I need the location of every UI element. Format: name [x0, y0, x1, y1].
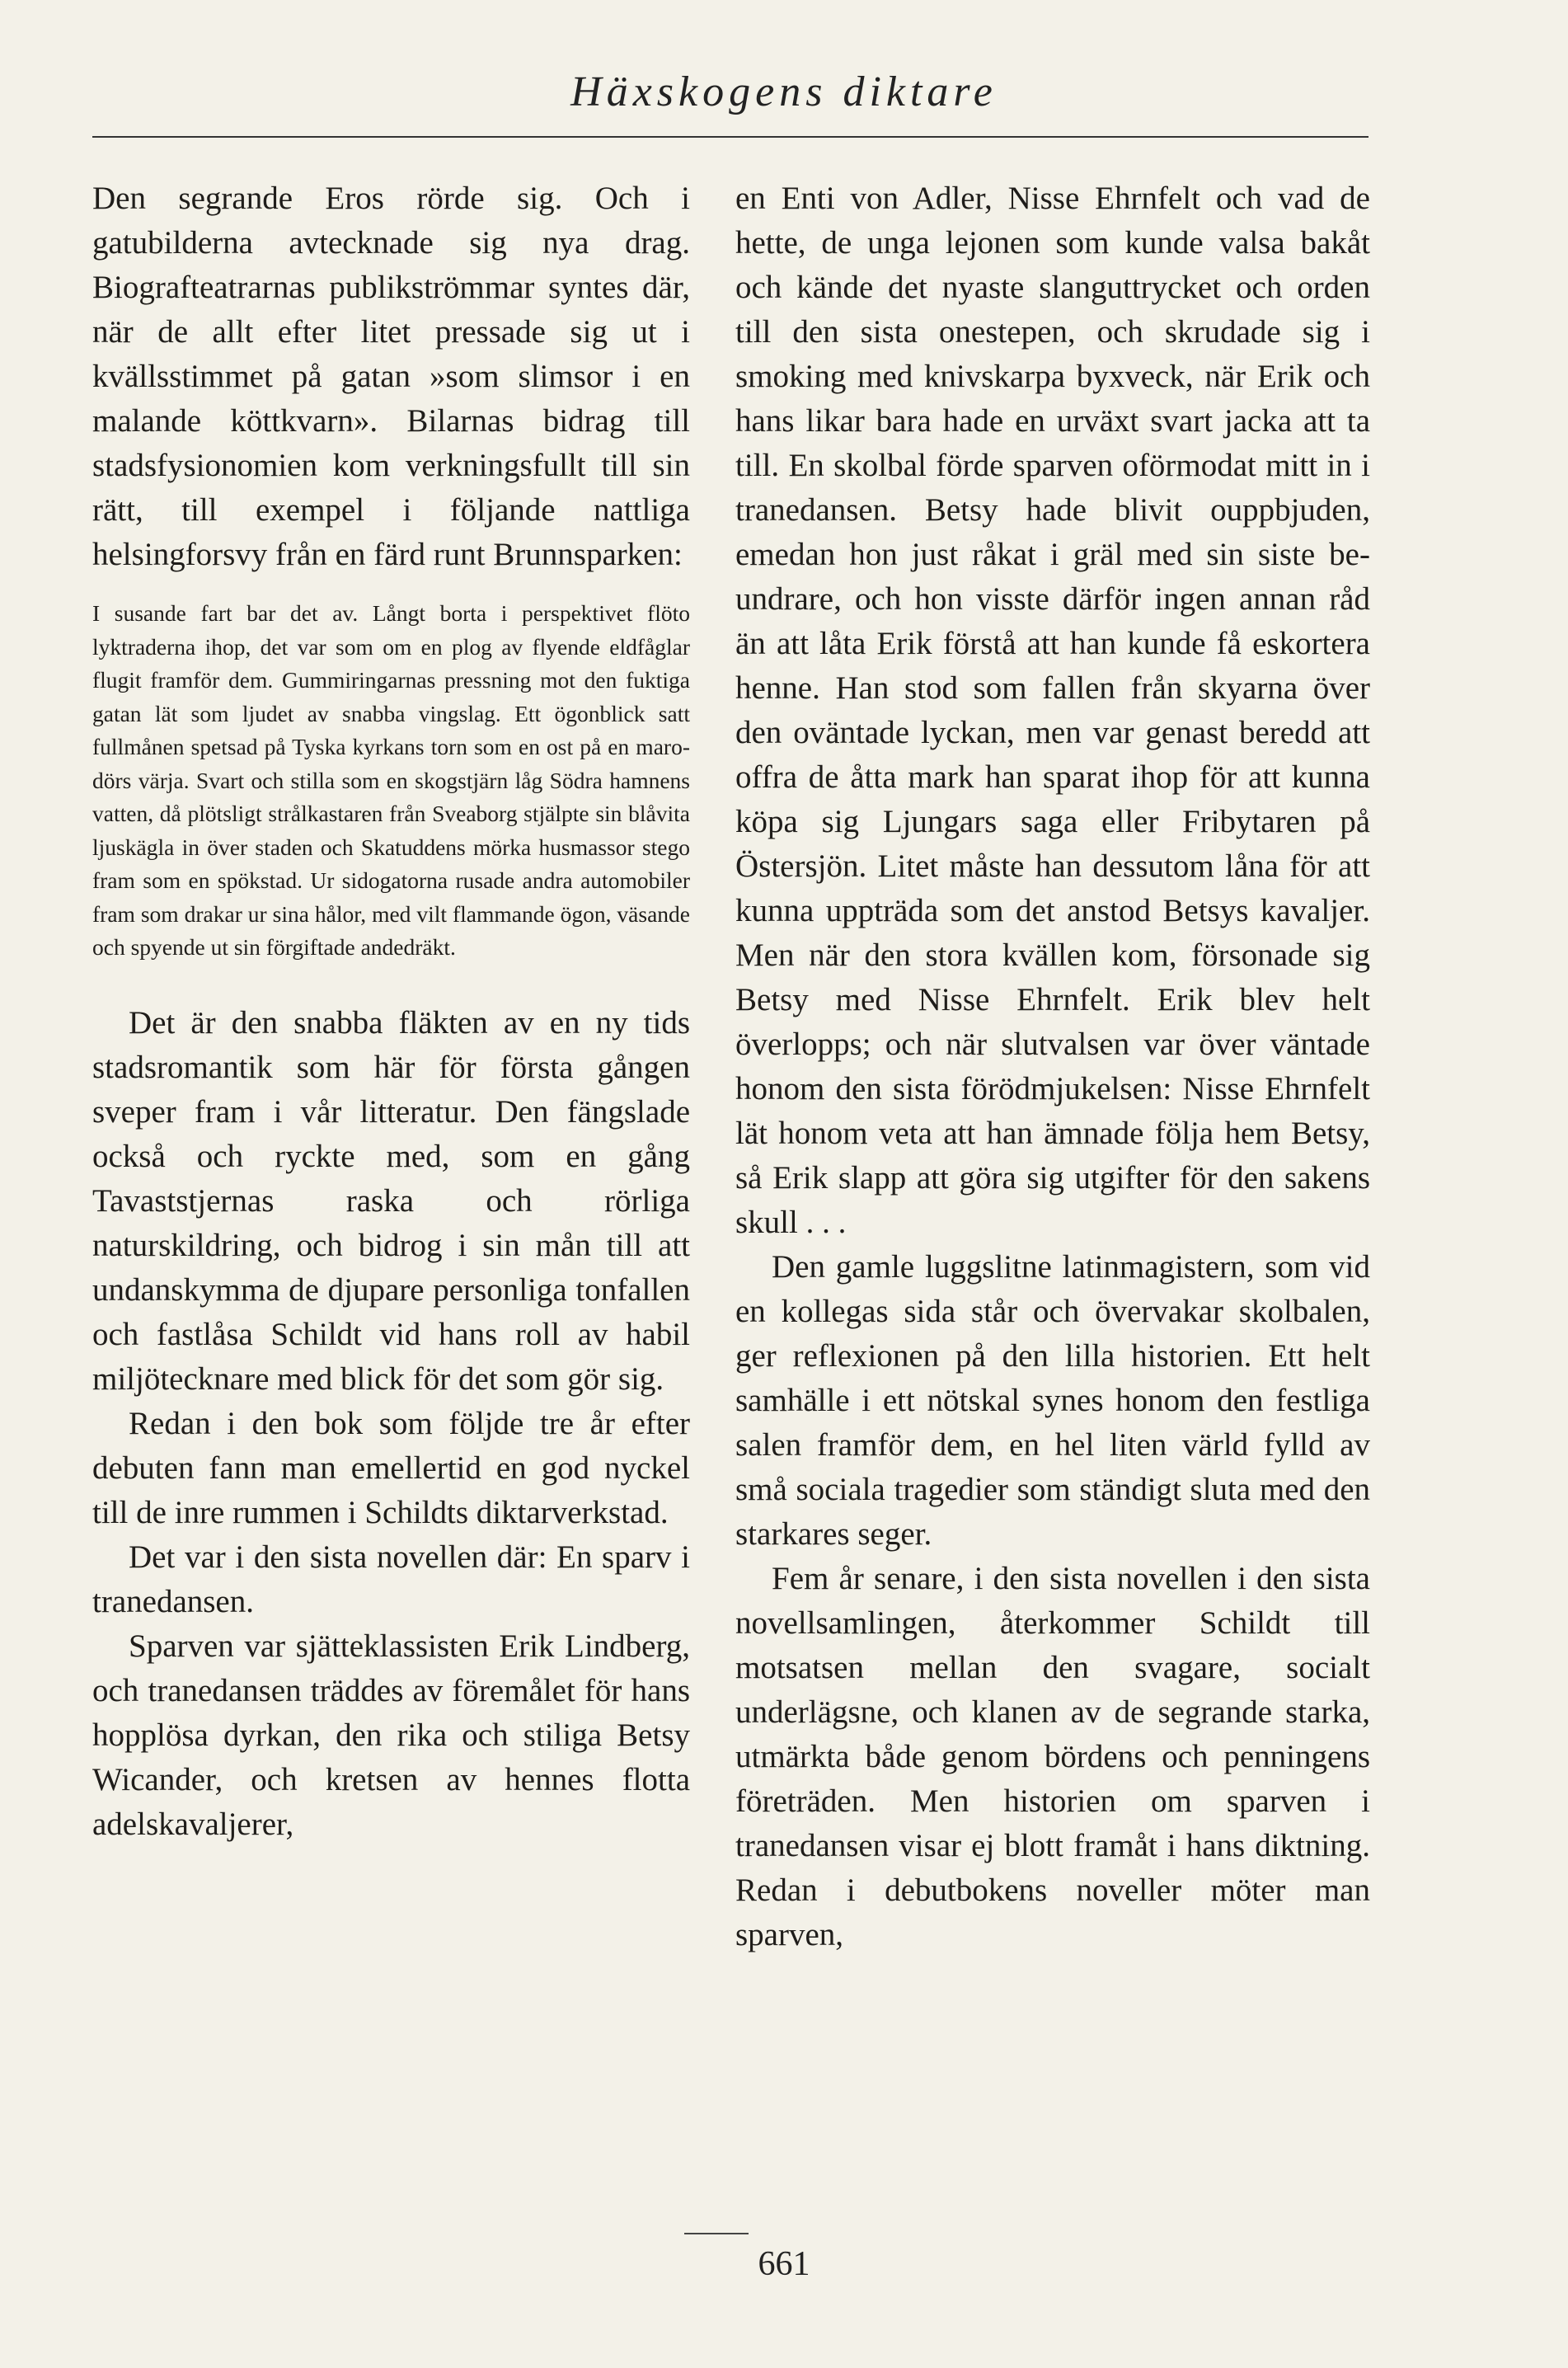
paragraph: Den gamle luggslitne latinmagistern, som vid en kollegas sida står och övervakar skolbalen, ger reflexionen på den lilla historien. Ett helt samhälle i ett nötskal synes honom den festliga salen framför dem, en hel liten värld fylld av små sociala tragedier som ständigt sluta med den starkares seger.	[735, 1249, 1370, 1552]
page-number: 661	[758, 2245, 810, 2283]
paragraph: Fem år senare, i den sista novellen i den sista novellsamlingen, återkommer Schildt till motsatsen mellan den svagare, socialt underlägsne, och klanen av de segrande starka, utmärkta både genom bördens och penningens företräden. Men historien om sparven i tranedansen visar ej blott framåt i hans diktning. Redan i debutbokens noveller möter man sparven,	[735, 1561, 1370, 1952]
header-rule	[92, 136, 1368, 138]
paragraph: en Enti von Adler, Nisse Ehrnfelt och vad de hette, de unga lejonen som kunde valsa bakåt och kände det nyaste slanguttrycket och orden till den sista onestepen, och skrudade sig i smoking med knivskarpa byxveck, när Erik och hans likar bara hade en urväxt svart jacka att ta till. En skolbal förde sparven oförmodat mitt in i tranedansen. Betsy hade blivit ouppbjuden, emedan hon just råkat i gräl med sin siste beundrare, och hon visste därför ingen annan råd än att låta Erik förstå att han kunde få eskortera henne. Han stod som fallen från skyarna över den oväntade lyckan, men var genast beredd att offra de åtta mark han sparat ihop för att kunna köpa sig Ljungars saga eller Fribytaren på Östersjön. Litet måste han dessutom låna för att kunna uppträda som det anstod Betsys kavaljer. Men när den stora kvällen kom, försonade sig Betsy med Nisse Ehrnfelt. Erik blev helt överlopps; och när slutvalsen var över väntade honom den sista förödmjukelsen: Nisse Ehrnfelt lät honom veta att han ämnade följa hem Betsy, så Erik slapp att göra sig utgifter för den sakens skull . . .	[735, 181, 1370, 1240]
paragraph: Sparven var sjätteklassisten Erik Lindberg, och tranedansen träddes av föremålet för hans hopplösa dyrkan, den rika och stiliga Betsy Wicander, och kretsen av hennes flotta adelskavaljerer,	[92, 1628, 690, 1842]
block-quote: I susande fart bar det av. Långt borta i perspektivet flöto lyktraderna ihop, det var som om en plog av flyende eldfåglar flugit framför dem. Gummiringarnas pressning mot den fuktiga gatan lät som ljudet av snabba vingslag. Ett ögonblick satt fullmånen spetsad på Tyska kyrkans torn som en ost på en marodörs värja. Svart och stilla som en skogstjärn låg Södra hamnens vatten, då plötsligt strålkastaren från Sveaborg stjälpte sin blåvita ljuskägla in över staden och Skatuddens mörka husmassor stego fram som en spökstad. Ur sidogatorna rusade andra automobiler fram som drakar ur sina hålor, med vilt flammande ögon, väsande och spyende ut sin förgiftade andedräkt.	[92, 600, 690, 960]
page-number-rule	[684, 2233, 749, 2234]
right-column	[735, 176, 1370, 1957]
paragraph: Den segrande Eros rörde sig. Och i gatubilderna avtecknade sig nya drag. Biografteatrarnas publikströmmar syntes där, när de allt efter litet pressade sig ut i kvällsstimmet på gatan »som slimsor i en malande köttkvarn». Bilarnas bidrag till stadsfysionomien kom verkningsfullt till sin rätt, till exempel i följande nattliga helsingforsvy från en färd runt Brunnsparken:	[92, 181, 690, 572]
paragraph: Redan i den bok som följde tre år efter debuten fann man emellertid en god nyckel till de inre rummen i Schildts diktarverkstad.	[92, 1405, 690, 1530]
running-header-title: Häxskogens diktare	[570, 68, 998, 115]
left-column	[92, 176, 690, 1847]
paragraph: Det var i den sista novellen där: En sparv i tranedansen.	[92, 1539, 690, 1619]
paragraph: Det är den snabba fläkten av en ny tids stadsromantik som här för första gången sveper fram i vår litteratur. Den fängslade också och ryckte med, som en gång Tavaststjernas raska och rörliga naturskildring, och bidrog i sin mån till att undanskymma de djupare personliga tonfallen och fastlåsa Schildt vid hans roll av habil miljötecknare med blick för det som gör sig.	[92, 1004, 690, 1397]
